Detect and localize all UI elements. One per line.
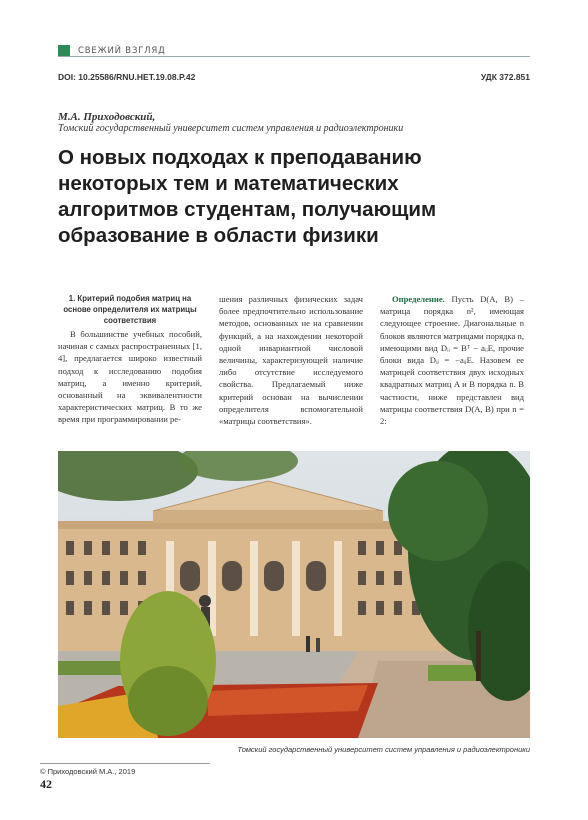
section-rule [58, 56, 530, 57]
photo-illustration [58, 451, 530, 738]
article-title: О новых подходах к преподаванию некоторых тем и математических алгоритмов студентам, получающим образование в области физики [58, 146, 437, 247]
definition-paragraph [380, 293, 524, 427]
university-photo [58, 451, 530, 738]
footnote-rule [40, 763, 210, 764]
paragraph: В большинстве учебных пособий, начиная с самых распространенных [1, 4], предлагается широко известный подход к исследованию подобия матриц, а именно критерий, основанный на эквивалентности характеристических матриц. В то же время при программировании ре- [58, 329, 202, 425]
author-name: М.А. Приходовский, [58, 111, 156, 123]
photo-caption: Томский государственный университет систем управления и радиоэлектроники [237, 745, 530, 754]
paragraph: шения различных физических задач более предпочтительно использование методов, основанных не на сравнении функций, а на нахождении некоторой одной инвариантной числовой величины, характеризующей наличие либо отсутствие исследуемого свойства. Предлагаемый ниже критерий основан на вычислении определителя вспомогательной «матрицы соответствия». [219, 294, 363, 427]
section-header [58, 45, 530, 57]
author-affiliation: Томский государственный университет систем управления и радиоэлектроники [58, 123, 404, 134]
udk-code: УДК 372.851 [480, 72, 530, 82]
section-label: СВЕЖИЙ ВЗГЛЯД [78, 46, 166, 56]
page-number: 42 [40, 777, 52, 791]
definition-text: Пусть D(A, B) – матрица порядка n², имеющая следующее строение. Диагональные n блоков являются матрицами порядка n, имеющими вид Dᵢᵢ = Bᵀ − aᵢᵢE, прочие блоки вида Dᵢⱼ = −aᵢⱼE. Назовем ее матрицей соответствия двух исходных квадратных матриц A и B порядка n. В частности, ниже представлен вид матрицы соответствия D(A, B) при n = 2: [380, 294, 524, 427]
body-column-2 [219, 293, 363, 427]
body-column-3 [380, 293, 524, 427]
doi-text[interactable]: DOI: 10.25586/RNU.HET.19.08.P.42 [58, 72, 196, 82]
copyright-note: © Приходовский М.А., 2019 [40, 767, 136, 776]
definition-term: Определение. [392, 294, 445, 304]
body-column-1 [58, 293, 202, 426]
section-heading: 1. Критерий подобия матриц на основе определителя их матрицы соответствия [63, 294, 197, 325]
